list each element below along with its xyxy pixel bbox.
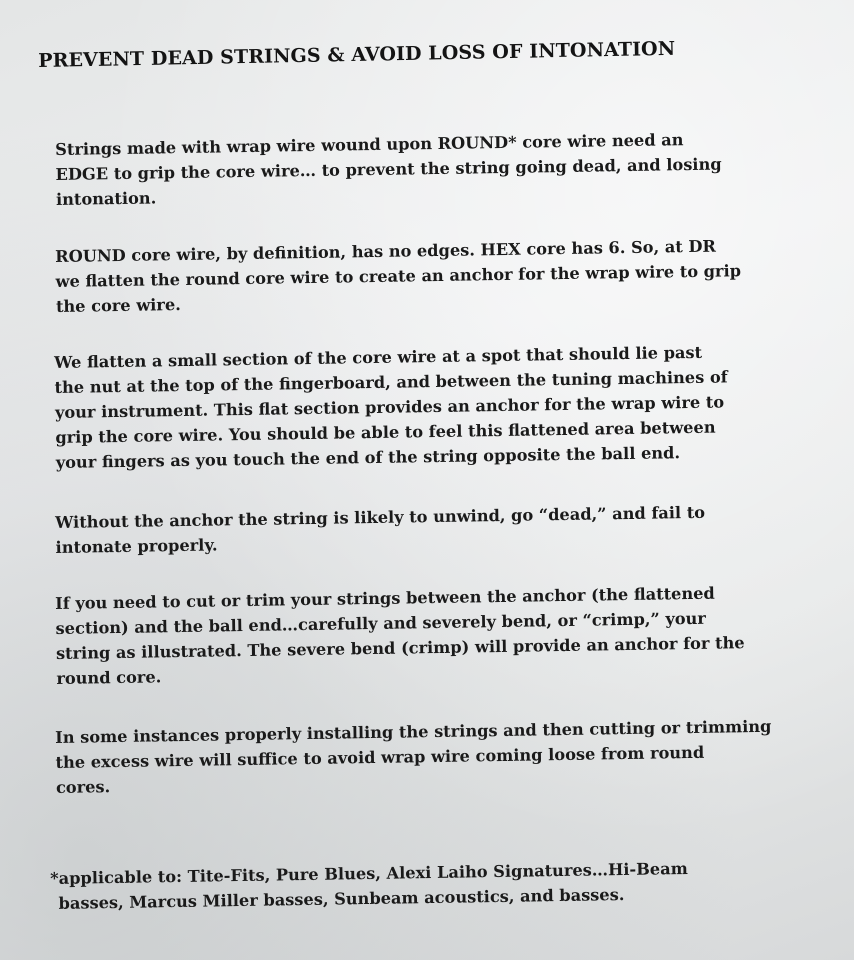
text-line: We flatten a small section of the core wire at a spot that should lie past xyxy=(54,342,703,372)
page-title: PREVENT DEAD STRINGS & AVOID LOSS OF INTONATION xyxy=(38,37,676,72)
text-line: In some instances properly installing the strings and then cutting or trimming xyxy=(55,716,772,747)
text-line: intonation. xyxy=(55,188,157,209)
footnote-line: *applicable to: Tite-Fits, Pure Blues, Alexi Laiho Signatures…Hi-Beam xyxy=(50,858,688,888)
text-line: ROUND core wire, by definition, has no edges. HEX core has 6. So, at DR xyxy=(55,236,716,266)
text-line: we flatten the round core wire to create an anchor for the wrap wire to grip xyxy=(55,261,742,291)
paragraph-round-core-needs-edge xyxy=(55,125,836,212)
text-line: intonate properly. xyxy=(55,535,218,557)
text-line: your fingers as you touch the end of the string opposite the ball end. xyxy=(55,443,681,472)
paragraph-without-anchor xyxy=(55,498,836,560)
footnote xyxy=(50,854,831,916)
text-line: Strings made with wrap wire wound upon ROUND* core wire need an xyxy=(55,130,684,159)
text-line: string as illustrated. The severe bend (crimp) will provide an anchor for the xyxy=(55,633,745,663)
text-line: the core wire. xyxy=(55,295,181,316)
text-line: section) and the ball end…carefully and severely bend, or “crimp,” your xyxy=(55,608,707,638)
text-line: the nut at the top of the fingerboard, and between the tuning machines of xyxy=(54,367,728,397)
text-line: the excess wire will suffice to avoid wrap wire coming loose from round xyxy=(55,742,705,772)
paragraph-hex-vs-round xyxy=(55,232,836,319)
paragraph-crimp-instructions xyxy=(55,579,836,691)
text-line: If you need to cut or trim your strings between the anchor (the flattened xyxy=(55,583,715,613)
paragraph-flattened-section xyxy=(54,338,836,475)
text-line: Without the anchor the string is likely to unwind, go “dead,” and fail to xyxy=(55,502,706,532)
text-line: grip the core wire. You should be able to feel this flattened area between xyxy=(55,417,716,447)
text-line: your instrument. This flat section provides an anchor for the wrap wire to xyxy=(54,392,725,422)
paragraph-trimming-note xyxy=(55,713,836,800)
text-line: round core. xyxy=(56,667,162,688)
footnote-line: basses, Marcus Miller basses, Sunbeam acoustics, and basses. xyxy=(58,884,625,913)
text-line: cores. xyxy=(55,777,111,797)
text-line: EDGE to grip the core wire… to prevent the string going dead, and losing xyxy=(55,154,722,184)
